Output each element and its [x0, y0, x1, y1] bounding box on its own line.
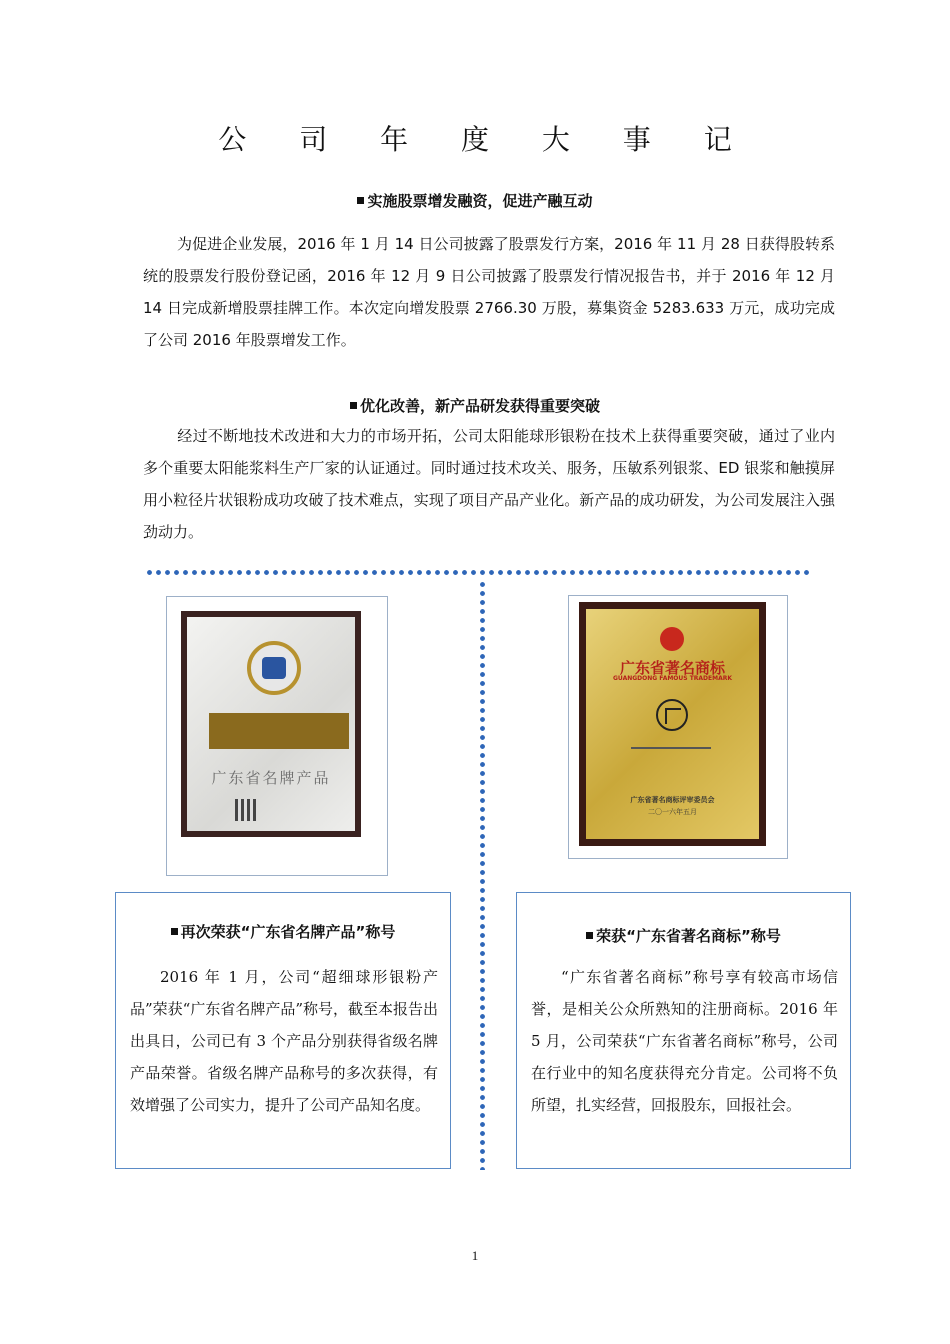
square-bullet-icon: [171, 928, 178, 935]
box-paragraph-2-text: “广东省著名商标”称号享有较高市场信誉，是相关公众所熟知的注册商标。2016 年 5 月，公司荣获“广东省著名商标”称号，公司在行业中的知名度获得充分肯定。公司将不负所望，扎实经营，回报股东，回报社会。: [531, 968, 838, 1114]
info-box-famous-brand: [115, 892, 451, 1169]
section-heading-1: [0, 190, 950, 211]
company-logo-icon: [656, 699, 688, 731]
page-number: 1: [471, 1248, 479, 1263]
plaque-title-en: GUANGDONG FAMOUS TRADEMARK: [612, 675, 733, 682]
square-bullet-icon: [586, 932, 593, 939]
box-heading-1-text: 再次荣获“广东省名牌产品”称号: [180, 923, 396, 941]
star-emblem-icon: [660, 627, 684, 651]
plaque-photo-famous-brand: [166, 596, 388, 876]
box-heading-1: [116, 921, 450, 942]
page-title: 公 司 年 度 大 事 记: [218, 123, 754, 156]
section-heading-2: [0, 395, 950, 416]
info-box-famous-trademark: [516, 892, 851, 1169]
plaque-gold-band: [209, 713, 349, 749]
section-paragraph-2: [143, 420, 835, 548]
plaque-issuer: 广东省著名商标评审委员会: [630, 796, 715, 804]
section-paragraph-1-text: 为促进企业发展，2016 年 1 月 14 日公司披露了股票发行方案，2016 年 11 月 28 日获得股转系统的股票发行股份登记函，2016 年 12 月 9 日公司披露了股票发行情况报告书，并于 2016 年 12 月 14 日完成新增股票挂牌工作。本次定向增发股票 2766.30 万股，募集资金 5283.633 万元，成功完成了公司 2016 年股票增发工作。: [143, 235, 835, 349]
box-heading-2: [517, 925, 850, 946]
dotted-divider-horizontal: [145, 570, 813, 575]
section-heading-1-text: 实施股票增发融资，促进产融互动: [367, 192, 593, 210]
box-paragraph-2: [531, 961, 838, 1121]
famous-trademark-plaque: [579, 602, 766, 846]
section-paragraph-2-text: 经过不断地技术改进和大力的市场开拓，公司太阳能球形银粉在技术上获得重要突破，通过了业内多个重要太阳能浆料生产厂家的认证通过。同时通过技术攻关、服务，压敏系列银浆、ED 银浆和触摸屏用小粒径片状银粉成功攻破了技术难点，实现了项目产品产业化。新产品的成功研发，为公司发展注入强劲动力。: [143, 427, 835, 541]
gdb-emblem-icon: [247, 641, 301, 695]
plaque-name: 广东省名牌产品: [211, 769, 331, 787]
square-bullet-icon: [357, 197, 364, 204]
plaque-photo-famous-trademark: [568, 595, 788, 859]
plaque-date: 二〇一六年五月: [648, 808, 697, 816]
plaque-title-cn: 广东省著名商标: [619, 659, 725, 677]
section-heading-2-text: 优化改善，新产品研发获得重要突破: [359, 397, 600, 415]
plaque-text-lines: [586, 747, 759, 749]
qr-code-icon: [235, 799, 257, 821]
section-paragraph-1: [143, 228, 835, 356]
square-bullet-icon: [350, 402, 357, 409]
box-paragraph-1-text: 2016 年 1 月，公司“超细球形银粉产品”荣获“广东省名牌产品”称号，截至本报告出出具日，公司已有 3 个产品分别获得省级名牌产品荣誉。省级名牌产品称号的多次获得，有效增强了公司实力，提升了公司产品知名度。: [130, 968, 439, 1114]
dotted-divider-vertical: [480, 580, 485, 1170]
famous-brand-plaque: [181, 611, 361, 837]
box-heading-2-text: 荣获“广东省著名商标”称号: [596, 927, 781, 945]
box-paragraph-1: [130, 961, 438, 1121]
